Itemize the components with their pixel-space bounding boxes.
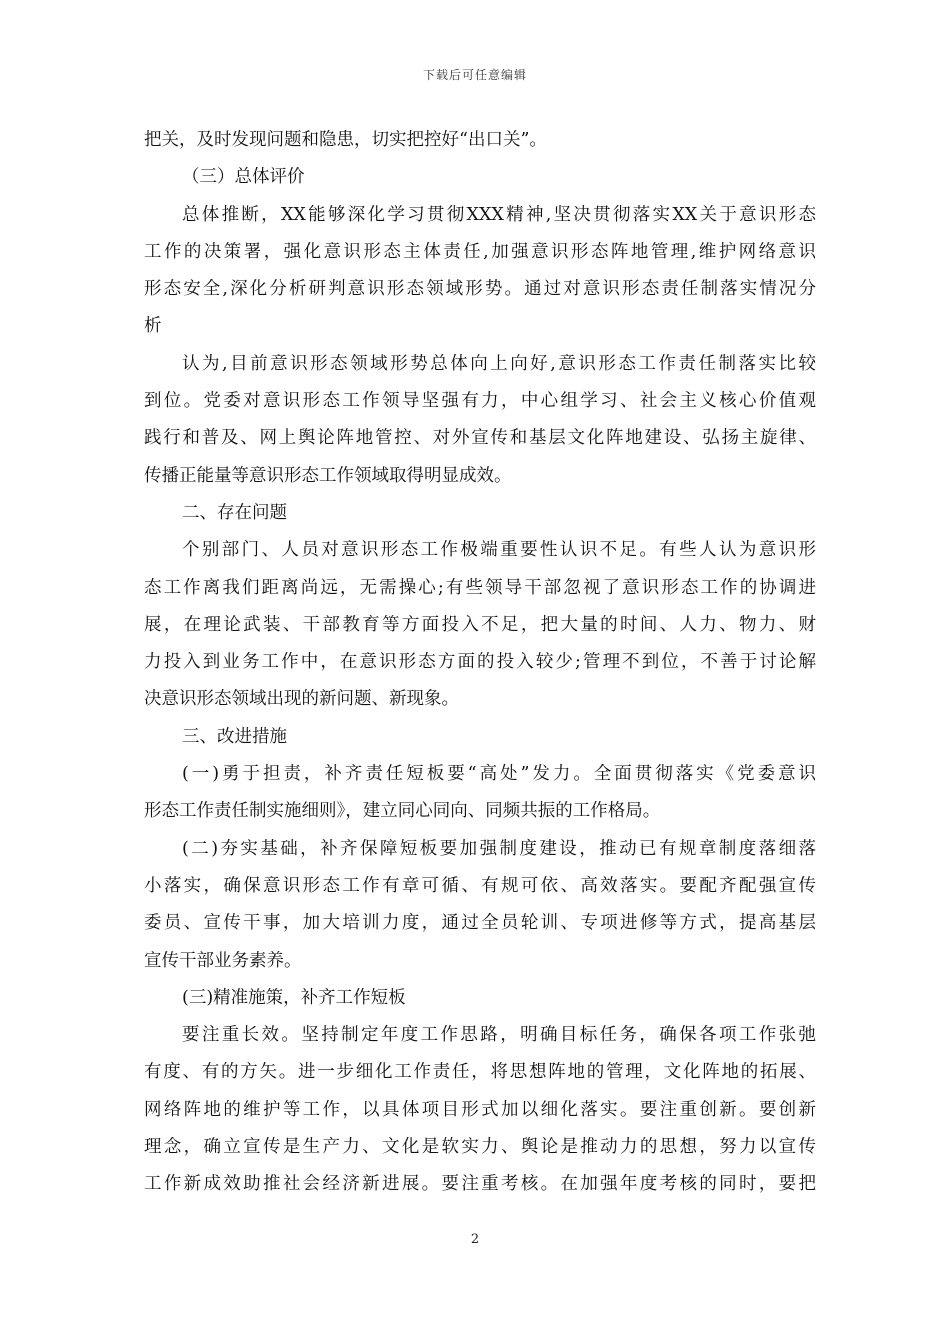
- text-line: 态工作离我们距离尚远，无需操心;有些领导干部忽视了意识形态工作的协调进: [144, 577, 816, 598]
- text-line: 小落实，确保意识形态工作有章可循、有规可依、高效落实。要配齐配强宣传: [144, 875, 816, 896]
- section-heading: （三）总体评价: [182, 167, 305, 188]
- text-line: (一)勇于担责，补齐责任短板要“高处”发力。全面贯彻落实《党委意识: [182, 764, 816, 785]
- text-line: 力投入到业务工作中，在意识形态方面的投入较少;管理不到位，不善于讨论解: [144, 652, 816, 673]
- text-line: 决意识形态领域出现的新问题、新现象。: [144, 689, 459, 710]
- text-line: 传播正能量等意识形态工作领域取得明显成效。: [144, 465, 512, 486]
- text-line: 形态工作责任制实施细则》，建立同心同向、同频共振的工作格局。: [144, 801, 661, 822]
- text-line: 有度、有的方矢。进一步细化工作责任，将思想阵地的管理，文化阵地的拓展、: [144, 1062, 816, 1083]
- section-heading: (三)精准施策，补齐工作短板: [182, 987, 406, 1008]
- text-line: 析: [144, 316, 162, 337]
- text-line: 工作新成效助推社会经济新进展。要注重考核。在加强年度考核的同时，要把: [144, 1174, 816, 1195]
- text-line: 委员、宣传干事，加大培训力度，通过全员轮训、专项进修等方式，提高基层: [144, 913, 816, 934]
- text-line: (二)夯实基础，补齐保障短板要加强制度建设，推动已有规章制度落细落: [182, 838, 816, 859]
- section-heading: 二、存在问题: [182, 502, 287, 523]
- page-header: 下载后可任意编辑: [422, 68, 527, 82]
- page-number: 2: [470, 1232, 480, 1247]
- text-line: 形态安全,深化分析研判意识形态领域形势。通过对意识形态责任制落实情况分: [144, 279, 816, 300]
- text-line: 宣传干部业务素养。: [144, 950, 302, 971]
- text-line: 把关，及时发现问题和隐患，切实把控好“出口关”。: [144, 130, 547, 150]
- text-line: 践行和普及、网上舆论阵地管控、对外宣传和基层文化阵地建设、弘扬主旋律、: [144, 428, 816, 449]
- text-line: 认为,目前意识形态领域形势总体向上向好,意识形态工作责任制落实比较: [182, 353, 816, 374]
- text-line: 到位。党委对意识形态工作领导坚强有力，中心组学习、社会主义核心价值观: [144, 391, 816, 412]
- section-heading: 三、改进措施: [182, 726, 287, 747]
- text-line: 展，在理论武装、干部教育等方面投入不足，把大量的时间、人力、物力、财: [144, 614, 816, 635]
- text-line: 网络阵地的维护等工作，以具体项目形式加以细化落实。要注重创新。要创新: [144, 1099, 816, 1120]
- text-line: 个别部门、人员对意识形态工作极端重要性认识不足。有些人认为意识形: [182, 540, 816, 561]
- text-line: 要注重长效。坚持制定年度工作思路，明确目标任务，确保各项工作张弛: [182, 1025, 816, 1046]
- body-text: [144, 122, 816, 1204]
- text-line: 理念，确立宣传是生产力、文化是软实力、舆论是推动力的思想，努力以宣传: [144, 1137, 816, 1158]
- text-line: 总体推断，XX能够深化学习贯彻XXX精神,坚决贯彻落实XX关于意识形态: [182, 204, 816, 225]
- text-line: 工作的决策署，强化意识形态主体责任,加强意识形态阵地管理,维护网络意识: [144, 241, 816, 262]
